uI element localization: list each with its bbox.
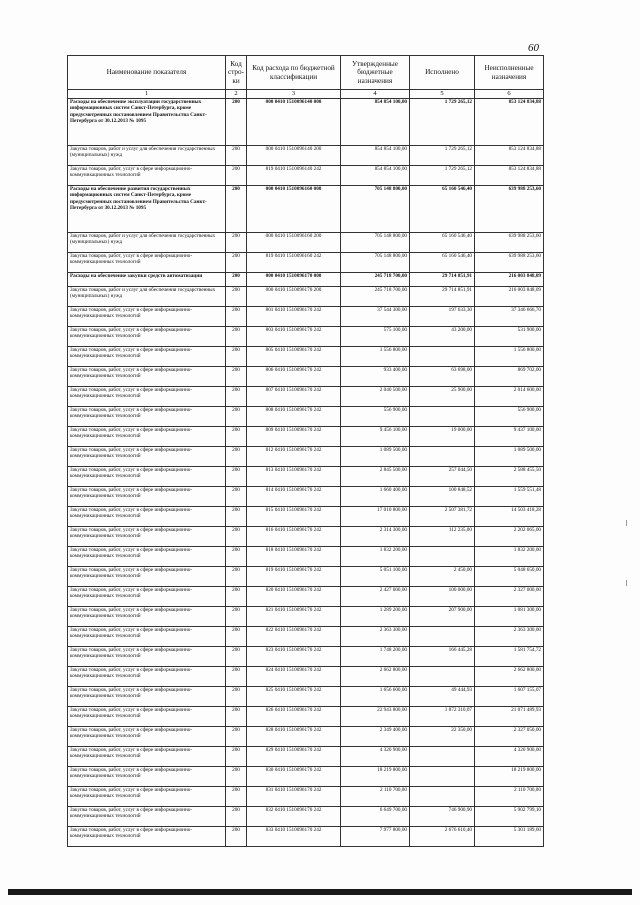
row-expense-code: 818 0410 1510096170 242 (247, 547, 341, 567)
row-unexecuted: 2 327 000,00 (475, 587, 544, 607)
row-unexecuted: 1 081 300,00 (475, 607, 544, 627)
row-name: Закупка товаров, работ, услуг в сфере информационно-коммуникационных технологий (68, 707, 226, 727)
table-row (68, 347, 544, 367)
row-unexecuted: 5 301 189,60 (475, 827, 544, 847)
row-approved: 575 100,00 (341, 327, 410, 347)
row-line-code: 200 (226, 166, 247, 186)
row-line-code: 200 (226, 307, 247, 327)
row-name: Закупка товаров, работ, услуг в сфере информационно-коммуникационных технологий (68, 647, 226, 667)
row-executed (410, 787, 475, 807)
row-approved: 245 718 700,00 (341, 287, 410, 307)
row-line-code: 200 (226, 747, 247, 767)
row-name: Закупка товаров, работ, услуг в сфере информационно-коммуникационных технологий (68, 347, 226, 367)
table-row (68, 727, 544, 747)
row-executed: 63 698,00 (410, 367, 475, 387)
row-expense-code: 000 0410 1510096160 000 (247, 186, 341, 233)
column-number: 6 (475, 90, 544, 99)
row-executed: 49 444,93 (410, 687, 475, 707)
table-row (68, 747, 544, 767)
row-unexecuted: 4 320 900,00 (475, 747, 544, 767)
row-approved: 6 649 700,00 (341, 807, 410, 827)
table-row (68, 233, 544, 253)
row-expense-code: 801 0410 1510096170 242 (247, 307, 341, 327)
table-row (68, 787, 544, 807)
row-expense-code: 825 0410 1510096170 242 (247, 687, 341, 707)
row-approved: 705 148 800,00 (341, 253, 410, 273)
row-executed: 2 676 610,40 (410, 827, 475, 847)
row-expense-code: 807 0410 1510096170 242 (247, 387, 341, 407)
table-row (68, 627, 544, 647)
table-row (68, 527, 544, 547)
row-expense-code: 812 0410 1510096170 242 (247, 447, 341, 467)
row-expense-code: 000 0410 1510096170 000 (247, 273, 341, 287)
row-line-code: 200 (226, 233, 247, 253)
table-header-row (68, 56, 544, 90)
row-expense-code: 816 0410 1510096170 242 (247, 527, 341, 547)
row-executed (410, 447, 475, 467)
table-row (68, 287, 544, 307)
table-row (68, 647, 544, 667)
row-approved: 4 320 900,00 (341, 747, 410, 767)
row-expense-code: 832 0410 1510096170 242 (247, 807, 341, 827)
row-line-code: 200 (226, 347, 247, 367)
row-name: Закупка товаров, работ, услуг в сфере информационно-коммуникационных технологий (68, 507, 226, 527)
row-executed: 65 160 546,40 (410, 253, 475, 273)
row-line-code: 200 (226, 253, 247, 273)
row-name: Закупка товаров, работ, услуг в сфере информационно-коммуникационных технологий (68, 407, 226, 427)
row-unexecuted: 37 346 666,70 (475, 307, 544, 327)
row-name: Закупка товаров, работ, услуг в сфере информационно-коммуникационных технологий (68, 567, 226, 587)
row-approved: 1 089 500,00 (341, 447, 410, 467)
row-line-code: 200 (226, 727, 247, 747)
row-executed: 166 445,28 (410, 647, 475, 667)
column-number-row (68, 90, 544, 99)
row-executed: 100 848,52 (410, 487, 475, 507)
row-executed: 2 507 381,72 (410, 507, 475, 527)
row-unexecuted: 2 014 600,00 (475, 387, 544, 407)
row-approved: 1 656 600,00 (341, 687, 410, 707)
row-approved: 7 977 800,00 (341, 827, 410, 847)
row-name: Закупка товаров, работ, услуг в сфере информационно-коммуникационных технологий (68, 447, 226, 467)
row-line-code: 200 (226, 146, 247, 166)
row-expense-code: 813 0410 1510096170 242 (247, 467, 341, 487)
scan-mark (626, 520, 627, 526)
row-name: Закупка товаров, работ, услуг в сфере информационно-коммуникационных технологий (68, 253, 226, 273)
row-executed: 65 160 546,40 (410, 233, 475, 253)
row-approved: 2 349 400,00 (341, 727, 410, 747)
row-unexecuted: 5 048 650,00 (475, 567, 544, 587)
row-approved: 2 110 700,00 (341, 787, 410, 807)
header-expense-code: Код расхода по бюджетной классификации (247, 56, 341, 90)
row-approved: 245 718 700,00 (341, 273, 410, 287)
row-executed: 2 450,00 (410, 567, 475, 587)
row-unexecuted: 556 900,00 (475, 407, 544, 427)
row-line-code: 200 (226, 487, 247, 507)
row-unexecuted: 2 327 050,00 (475, 727, 544, 747)
row-expense-code: 821 0410 1510096170 242 (247, 607, 341, 627)
row-name: Закупка товаров, работ, услуг в сфере информационно-коммуникационных технологий (68, 547, 226, 567)
row-unexecuted: 1 556 800,00 (475, 347, 544, 367)
row-approved: 2 427 000,00 (341, 587, 410, 607)
row-name: Закупка товаров, работ, услуг в сфере информационно-коммуникационных технологий (68, 166, 226, 186)
row-approved: 1 832 200,00 (341, 547, 410, 567)
row-line-code: 200 (226, 467, 247, 487)
table-row (68, 767, 544, 787)
row-approved: 705 148 800,00 (341, 186, 410, 233)
row-expense-code: 820 0410 1510096170 242 (247, 587, 341, 607)
row-approved: 37 544 300,00 (341, 307, 410, 327)
row-unexecuted: 639 988 253,60 (475, 186, 544, 233)
row-approved: 854 854 100,00 (341, 146, 410, 166)
table-row (68, 186, 544, 233)
row-unexecuted: 2 662 800,00 (475, 667, 544, 687)
row-unexecuted: 18 219 800,00 (475, 767, 544, 787)
table-row (68, 327, 544, 347)
table-row (68, 607, 544, 627)
row-line-code: 200 (226, 387, 247, 407)
header-executed: Исполнено (410, 56, 475, 90)
row-executed: 25 900,00 (410, 387, 475, 407)
table-row (68, 166, 544, 186)
row-unexecuted: 639 988 253,60 (475, 233, 544, 253)
table-row (68, 307, 544, 327)
table-row (68, 827, 544, 847)
table-row (68, 587, 544, 607)
row-expense-code: 806 0410 1510096170 242 (247, 367, 341, 387)
row-line-code: 200 (226, 287, 247, 307)
row-approved: 2 845 500,00 (341, 467, 410, 487)
row-name: Закупка товаров, работ, услуг в сфере информационно-коммуникационных технологий (68, 747, 226, 767)
row-executed: 257 044,50 (410, 467, 475, 487)
row-name: Расходы на обеспечение развития государственных информационных систем Санкт-Петербурга, кроме предусмотренных постановлением Правительства Санкт-Петербурга от 30.12.2013 № 1095 (68, 186, 226, 233)
row-approved: 9 456 100,00 (341, 427, 410, 447)
row-name: Закупка товаров, работ и услуг для обеспечения государственных (муниципальных) нужд (68, 233, 226, 253)
row-name: Закупка товаров, работ, услуг в сфере информационно-коммуникационных технологий (68, 467, 226, 487)
table-row (68, 447, 544, 467)
row-approved: 2 040 500,00 (341, 387, 410, 407)
row-expense-code: 809 0410 1510096170 242 (247, 427, 341, 447)
row-unexecuted: 21 071 489,93 (475, 707, 544, 727)
table-row (68, 253, 544, 273)
table-row (68, 387, 544, 407)
row-expense-code: 803 0410 1510096170 242 (247, 327, 341, 347)
row-expense-code: 826 0410 1510096170 242 (247, 707, 341, 727)
row-unexecuted: 1 581 754,72 (475, 647, 544, 667)
row-line-code: 200 (226, 707, 247, 727)
row-unexecuted: 853 124 834,88 (475, 146, 544, 166)
row-line-code: 200 (226, 607, 247, 627)
row-executed: 112 235,00 (410, 527, 475, 547)
row-line-code: 200 (226, 687, 247, 707)
row-name: Расходы на обеспечение закупки средств автоматизации (68, 273, 226, 287)
row-executed: 1 729 265,12 (410, 166, 475, 186)
row-executed (410, 667, 475, 687)
row-expense-code: 808 0410 1510096170 242 (247, 407, 341, 427)
row-expense-code: 829 0410 1510096170 242 (247, 747, 341, 767)
row-approved: 1 289 200,00 (341, 607, 410, 627)
row-executed: 1 729 265,12 (410, 99, 475, 146)
row-line-code: 200 (226, 273, 247, 287)
row-executed (410, 347, 475, 367)
row-expense-code: 814 0410 1510096170 242 (247, 487, 341, 507)
row-executed (410, 767, 475, 787)
row-executed (410, 547, 475, 567)
row-approved: 2 363 300,00 (341, 627, 410, 647)
row-approved: 1 748 200,00 (341, 647, 410, 667)
row-line-code: 200 (226, 427, 247, 447)
row-name: Закупка товаров, работ, услуг в сфере информационно-коммуникационных технологий (68, 527, 226, 547)
table-row (68, 567, 544, 587)
table-body (68, 99, 544, 847)
column-number: 3 (247, 90, 341, 99)
row-executed: 29 714 851,91 (410, 287, 475, 307)
row-expense-code: 805 0410 1510096170 242 (247, 347, 341, 367)
table-row (68, 487, 544, 507)
row-line-code: 200 (226, 787, 247, 807)
row-approved: 705 148 800,00 (341, 233, 410, 253)
row-name: Закупка товаров, работ, услуг в сфере информационно-коммуникационных технологий (68, 487, 226, 507)
row-expense-code: 815 0410 1510096170 242 (247, 507, 341, 527)
row-executed: 100 000,00 (410, 587, 475, 607)
row-approved: 17 010 800,00 (341, 507, 410, 527)
row-executed (410, 627, 475, 647)
row-name: Закупка товаров, работ, услуг в сфере информационно-коммуникационных технологий (68, 727, 226, 747)
row-approved: 854 854 100,00 (341, 166, 410, 186)
row-line-code: 200 (226, 587, 247, 607)
header-approved: Утвержденные бюджетные назначения (341, 56, 410, 90)
column-number: 5 (410, 90, 475, 99)
row-line-code: 200 (226, 627, 247, 647)
row-line-code: 200 (226, 567, 247, 587)
row-line-code: 200 (226, 807, 247, 827)
table-row (68, 547, 544, 567)
row-executed: 746 900,90 (410, 807, 475, 827)
row-line-code: 200 (226, 667, 247, 687)
row-name: Закупка товаров, работ, услуг в сфере информационно-коммуникационных технологий (68, 427, 226, 447)
row-executed: 1 729 265,12 (410, 146, 475, 166)
scan-mark (626, 580, 627, 586)
row-name: Закупка товаров, работ, услуг в сфере информационно-коммуникационных технологий (68, 787, 226, 807)
table-row (68, 407, 544, 427)
row-expense-code: 828 0410 1510096170 242 (247, 727, 341, 747)
table-row (68, 507, 544, 527)
scan-bottom-edge (8, 889, 632, 895)
column-number: 4 (341, 90, 410, 99)
table-row (68, 273, 544, 287)
row-approved: 1 660 400,00 (341, 487, 410, 507)
row-line-code: 200 (226, 327, 247, 347)
row-line-code: 200 (226, 447, 247, 467)
row-approved: 18 219 800,00 (341, 767, 410, 787)
row-name: Закупка товаров, работ, услуг в сфере информационно-коммуникационных технологий (68, 667, 226, 687)
row-unexecuted: 216 003 848,09 (475, 287, 544, 307)
row-name: Расходы на обеспечение эксплуатации государственных информационных систем Санкт-Петербурга, кроме предусмотренных постановлением Правительства Санкт-Петербурга от 30.12.2013 № 1095 (68, 99, 226, 146)
row-line-code: 200 (226, 647, 247, 667)
row-approved: 5 051 100,00 (341, 567, 410, 587)
table-row (68, 687, 544, 707)
row-expense-code: 000 0410 1510096140 000 (247, 99, 341, 146)
header-indicator-name: Наименование показателя (68, 56, 226, 90)
row-line-code: 200 (226, 767, 247, 787)
row-line-code: 200 (226, 367, 247, 387)
row-expense-code: 000 0410 1510096170 200 (247, 287, 341, 307)
row-expense-code: 823 0410 1510096170 242 (247, 647, 341, 667)
row-unexecuted: 14 503 418,28 (475, 507, 544, 527)
row-expense-code: 819 0410 1510096140 242 (247, 166, 341, 186)
row-name: Закупка товаров, работ, услуг в сфере информационно-коммуникационных технологий (68, 627, 226, 647)
row-name: Закупка товаров, работ, услуг в сфере информационно-коммуникационных технологий (68, 767, 226, 787)
row-line-code: 200 (226, 827, 247, 847)
row-executed: 65 160 546,40 (410, 186, 475, 233)
row-name: Закупка товаров, работ, услуг в сфере информационно-коммуникационных технологий (68, 307, 226, 327)
row-unexecuted: 639 988 253,60 (475, 253, 544, 273)
row-unexecuted: 869 702,00 (475, 367, 544, 387)
row-unexecuted: 1 832 200,00 (475, 547, 544, 567)
row-line-code: 200 (226, 507, 247, 527)
row-executed: 29 714 851,91 (410, 273, 475, 287)
row-executed: 1 872 310,07 (410, 707, 475, 727)
row-line-code: 200 (226, 186, 247, 233)
row-unexecuted: 9 437 100,00 (475, 427, 544, 447)
header-line-code: Код стро-ки (226, 56, 247, 90)
column-number: 1 (68, 90, 226, 99)
row-unexecuted: 853 124 834,88 (475, 166, 544, 186)
row-approved: 2 662 800,00 (341, 667, 410, 687)
row-expense-code: 830 0410 1510096170 242 (247, 767, 341, 787)
row-name: Закупка товаров, работ, услуг в сфере информационно-коммуникационных технологий (68, 387, 226, 407)
row-executed: 22 350,00 (410, 727, 475, 747)
table-row (68, 427, 544, 447)
row-unexecuted: 2 588 455,50 (475, 467, 544, 487)
table-row (68, 667, 544, 687)
table-row (68, 99, 544, 146)
row-name: Закупка товаров, работ, услуг в сфере информационно-коммуникационных технологий (68, 607, 226, 627)
row-name: Закупка товаров, работ, услуг в сфере информационно-коммуникационных технологий (68, 827, 226, 847)
row-name: Закупка товаров, работ, услуг в сфере информационно-коммуникационных технологий (68, 367, 226, 387)
row-expense-code: 819 0410 1510096160 242 (247, 253, 341, 273)
row-line-code: 200 (226, 527, 247, 547)
row-expense-code: 824 0410 1510096170 242 (247, 667, 341, 687)
row-line-code: 200 (226, 407, 247, 427)
table-row (68, 807, 544, 827)
row-executed: 19 000,00 (410, 427, 475, 447)
row-expense-code: 822 0410 1510096170 242 (247, 627, 341, 647)
row-line-code: 200 (226, 99, 247, 146)
budget-execution-table (67, 55, 544, 847)
column-number: 2 (226, 90, 247, 99)
row-unexecuted: 1 607 155,07 (475, 687, 544, 707)
row-unexecuted: 5 902 799,10 (475, 807, 544, 827)
row-expense-code: 833 0410 1510096170 242 (247, 827, 341, 847)
row-expense-code: 000 0410 1510096140 200 (247, 146, 341, 166)
table-row (68, 367, 544, 387)
row-expense-code: 831 0410 1510096170 242 (247, 787, 341, 807)
row-unexecuted: 2 363 300,00 (475, 627, 544, 647)
row-expense-code: 000 0410 1510096160 200 (247, 233, 341, 253)
row-name: Закупка товаров, работ, услуг в сфере информационно-коммуникационных технологий (68, 807, 226, 827)
row-unexecuted: 531 900,00 (475, 327, 544, 347)
row-expense-code: 819 0410 1510096170 242 (247, 567, 341, 587)
row-name: Закупка товаров, работ и услуг для обеспечения государственных (муниципальных) нужд (68, 146, 226, 166)
row-executed: 207 900,00 (410, 607, 475, 627)
row-approved: 1 556 800,00 (341, 347, 410, 367)
table-row (68, 146, 544, 166)
row-unexecuted: 2 110 700,00 (475, 787, 544, 807)
row-approved: 854 854 100,00 (341, 99, 410, 146)
row-approved: 2 314 300,00 (341, 527, 410, 547)
header-unexecuted: Неисполненные назначения (475, 56, 544, 90)
row-unexecuted: 853 124 834,88 (475, 99, 544, 146)
row-unexecuted: 1 559 551,48 (475, 487, 544, 507)
row-name: Закупка товаров, работ, услуг в сфере информационно-коммуникационных технологий (68, 587, 226, 607)
row-executed (410, 747, 475, 767)
row-line-code: 200 (226, 547, 247, 567)
row-approved: 22 943 800,00 (341, 707, 410, 727)
row-executed: 197 633,30 (410, 307, 475, 327)
table-row (68, 467, 544, 487)
row-name: Закупка товаров, работ, услуг в сфере информационно-коммуникационных технологий (68, 327, 226, 347)
row-executed (410, 407, 475, 427)
row-name: Закупка товаров, работ, услуг в сфере информационно-коммуникационных технологий (68, 687, 226, 707)
row-unexecuted: 1 089 500,00 (475, 447, 544, 467)
row-executed: 43 200,00 (410, 327, 475, 347)
row-approved: 556 900,00 (341, 407, 410, 427)
row-approved: 933 400,00 (341, 367, 410, 387)
row-unexecuted: 2 202 065,00 (475, 527, 544, 547)
page-number: 60 (528, 42, 539, 54)
table-row (68, 707, 544, 727)
row-name: Закупка товаров, работ и услуг для обеспечения государственных (муниципальных) нужд (68, 287, 226, 307)
row-unexecuted: 216 003 848,09 (475, 273, 544, 287)
